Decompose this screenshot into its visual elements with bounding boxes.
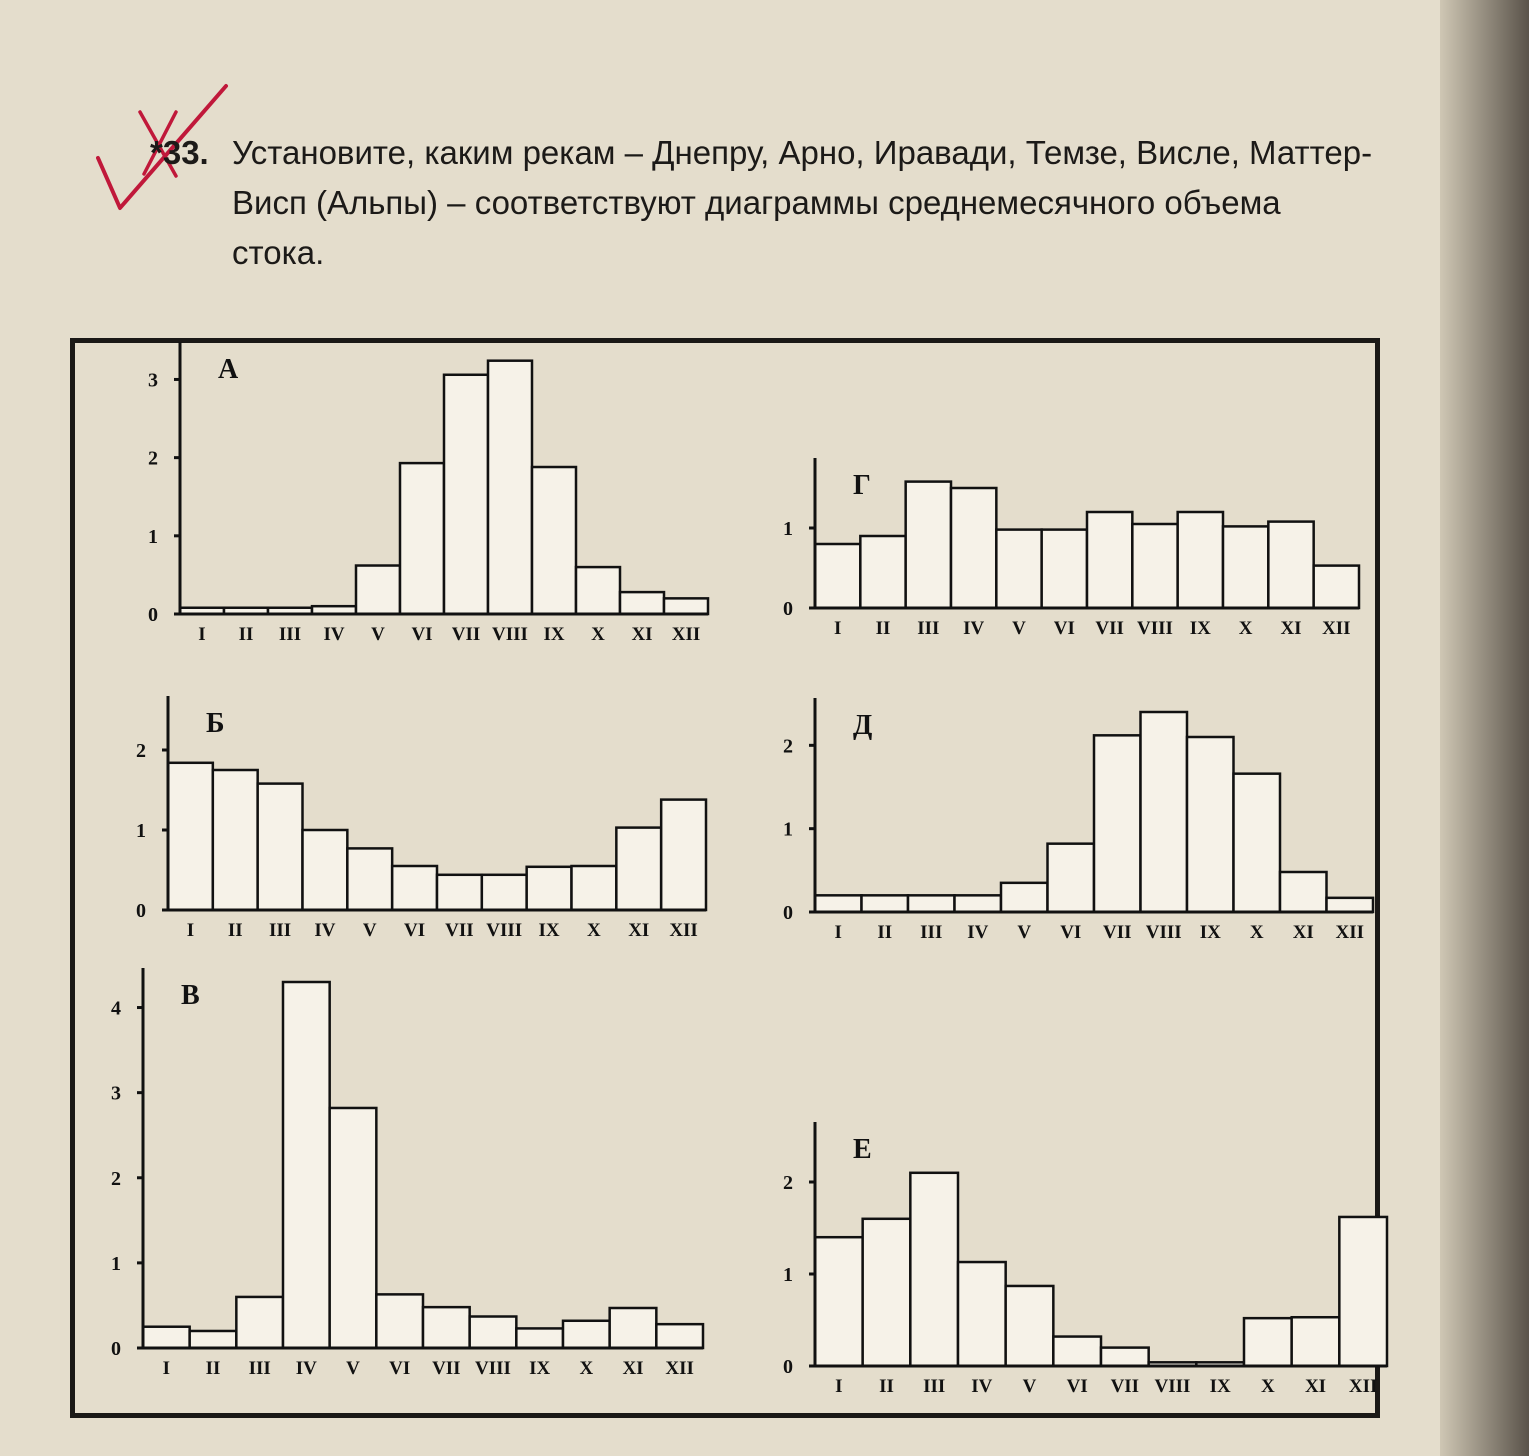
- month-label-III: III: [268, 920, 292, 941]
- month-label-III: III: [917, 618, 940, 639]
- month-label-III: III: [248, 1358, 271, 1379]
- bar-V: [1006, 1286, 1054, 1366]
- y-tick-label: 0: [783, 1356, 793, 1378]
- y-tick-label: 1: [136, 820, 146, 842]
- chart-letter: Г: [853, 470, 871, 501]
- month-label-VII: VII: [1102, 922, 1132, 943]
- month-label-XII: XII: [1322, 618, 1351, 639]
- chart-letter: Б: [206, 708, 225, 739]
- month-label-II: II: [227, 920, 243, 941]
- month-label-XII: XII: [669, 920, 698, 941]
- y-tick-label: 0: [783, 902, 793, 924]
- month-label-VII: VII: [445, 920, 474, 941]
- month-label-X: X: [579, 1358, 594, 1379]
- month-label-VI: VI: [1060, 922, 1082, 943]
- month-label-XII: XII: [1335, 922, 1365, 943]
- task-number: *33.: [150, 134, 209, 171]
- month-label-V: V: [1012, 618, 1026, 639]
- month-label-IX: IX: [1189, 618, 1211, 639]
- month-label-IV: IV: [323, 624, 345, 645]
- month-label-III: III: [923, 1376, 946, 1397]
- y-tick-label: 1: [783, 818, 793, 841]
- bar-III: [910, 1173, 958, 1366]
- month-label-V: V: [1022, 1376, 1037, 1397]
- month-label-XI: XI: [1280, 618, 1302, 639]
- month-label-I: I: [834, 922, 842, 943]
- chart-letter: Д: [853, 710, 873, 741]
- month-label-V: V: [346, 1358, 360, 1379]
- month-label-VII: VII: [432, 1358, 461, 1379]
- y-tick-label: 3: [148, 369, 158, 392]
- y-tick-label: 0: [148, 604, 158, 626]
- month-label-II: II: [238, 624, 254, 645]
- month-label-V: V: [1017, 922, 1032, 943]
- month-label-I: I: [835, 1376, 843, 1397]
- month-label-XI: XI: [1304, 1376, 1327, 1397]
- month-label-I: I: [833, 618, 842, 639]
- bar-XI: [1292, 1317, 1340, 1366]
- month-label-X: X: [1260, 1376, 1275, 1397]
- bar-XII: [1339, 1217, 1387, 1366]
- month-label-II: II: [875, 618, 891, 639]
- bar-VII: [1101, 1348, 1149, 1366]
- bar-VI: [1053, 1337, 1101, 1366]
- task-text: Установите, каким рекам – Днепру, Арно, Иравади, Темзе, Висле, Маттер-Висп (Альпы) – соответствуют диаграммы среднемесячного объема стока.: [232, 134, 1373, 271]
- bar-X: [1244, 1318, 1292, 1366]
- month-label-III: III: [278, 624, 302, 645]
- month-label-VIII: VIII: [486, 920, 523, 941]
- month-label-I: I: [186, 920, 195, 941]
- month-label-VI: VI: [411, 624, 433, 645]
- y-tick-label: 2: [148, 447, 158, 470]
- y-tick-label: 2: [136, 740, 146, 762]
- month-label-X: X: [587, 920, 601, 941]
- month-label-IX: IX: [1209, 1376, 1231, 1397]
- month-label-XII: XII: [671, 624, 701, 645]
- month-label-IV: IV: [295, 1358, 317, 1379]
- y-tick-label: 3: [111, 1082, 121, 1105]
- month-label-VIII: VIII: [1145, 922, 1182, 943]
- y-tick-label: 2: [783, 735, 793, 758]
- month-label-X: X: [1249, 922, 1264, 943]
- month-label-IX: IX: [538, 920, 560, 941]
- month-label-VIII: VIII: [1154, 1376, 1191, 1397]
- y-tick-label: 1: [783, 518, 793, 540]
- chart-letter: В: [181, 980, 200, 1011]
- month-label-IX: IX: [543, 624, 565, 645]
- month-label-III: III: [920, 922, 943, 943]
- chart-letter: А: [218, 354, 239, 385]
- month-label-VI: VI: [1053, 618, 1075, 639]
- month-label-IV: IV: [963, 618, 985, 639]
- month-label-IX: IX: [529, 1358, 551, 1379]
- month-label-VIII: VIII: [475, 1358, 511, 1379]
- month-label-X: X: [591, 624, 605, 645]
- month-label-VI: VI: [1066, 1376, 1088, 1397]
- month-label-VI: VI: [404, 920, 426, 941]
- month-label-II: II: [205, 1358, 221, 1379]
- month-label-XI: XI: [622, 1358, 644, 1379]
- month-label-XI: XI: [1292, 922, 1314, 943]
- month-label-IV: IV: [314, 920, 336, 941]
- month-label-IV: IV: [971, 1376, 993, 1397]
- month-label-VII: VII: [451, 624, 481, 645]
- y-tick-label: 0: [111, 1338, 121, 1360]
- month-label-V: V: [371, 624, 385, 645]
- month-label-XII: XII: [665, 1358, 694, 1379]
- y-tick-label: 0: [783, 598, 793, 620]
- month-label-XI: XI: [631, 624, 653, 645]
- month-label-VIII: VIII: [492, 624, 528, 645]
- month-label-IV: IV: [967, 922, 989, 943]
- month-label-VII: VII: [1095, 618, 1124, 639]
- y-tick-label: 4: [111, 997, 121, 1020]
- month-label-V: V: [362, 920, 377, 941]
- y-tick-label: 2: [111, 1167, 121, 1190]
- month-label-I: I: [198, 624, 206, 645]
- y-tick-label: 2: [783, 1172, 793, 1194]
- month-label-II: II: [879, 1376, 894, 1397]
- y-tick-label: 1: [783, 1264, 793, 1286]
- month-label-II: II: [877, 922, 893, 943]
- chart-letter: Е: [853, 1134, 872, 1165]
- bar-II: [863, 1219, 911, 1366]
- month-label-XI: XI: [628, 920, 650, 941]
- y-tick-label: 0: [136, 900, 146, 922]
- bar-IV: [958, 1262, 1006, 1366]
- month-label-I: I: [162, 1358, 171, 1379]
- month-label-VII: VII: [1110, 1376, 1140, 1397]
- month-label-XII: XII: [1348, 1376, 1378, 1397]
- month-label-VIII: VIII: [1137, 618, 1173, 639]
- month-label-IX: IX: [1199, 922, 1221, 943]
- month-label-VI: VI: [389, 1358, 411, 1379]
- month-label-X: X: [1238, 618, 1253, 639]
- y-tick-label: 1: [148, 525, 158, 548]
- y-tick-label: 1: [111, 1252, 121, 1275]
- bar-I: [815, 1237, 863, 1366]
